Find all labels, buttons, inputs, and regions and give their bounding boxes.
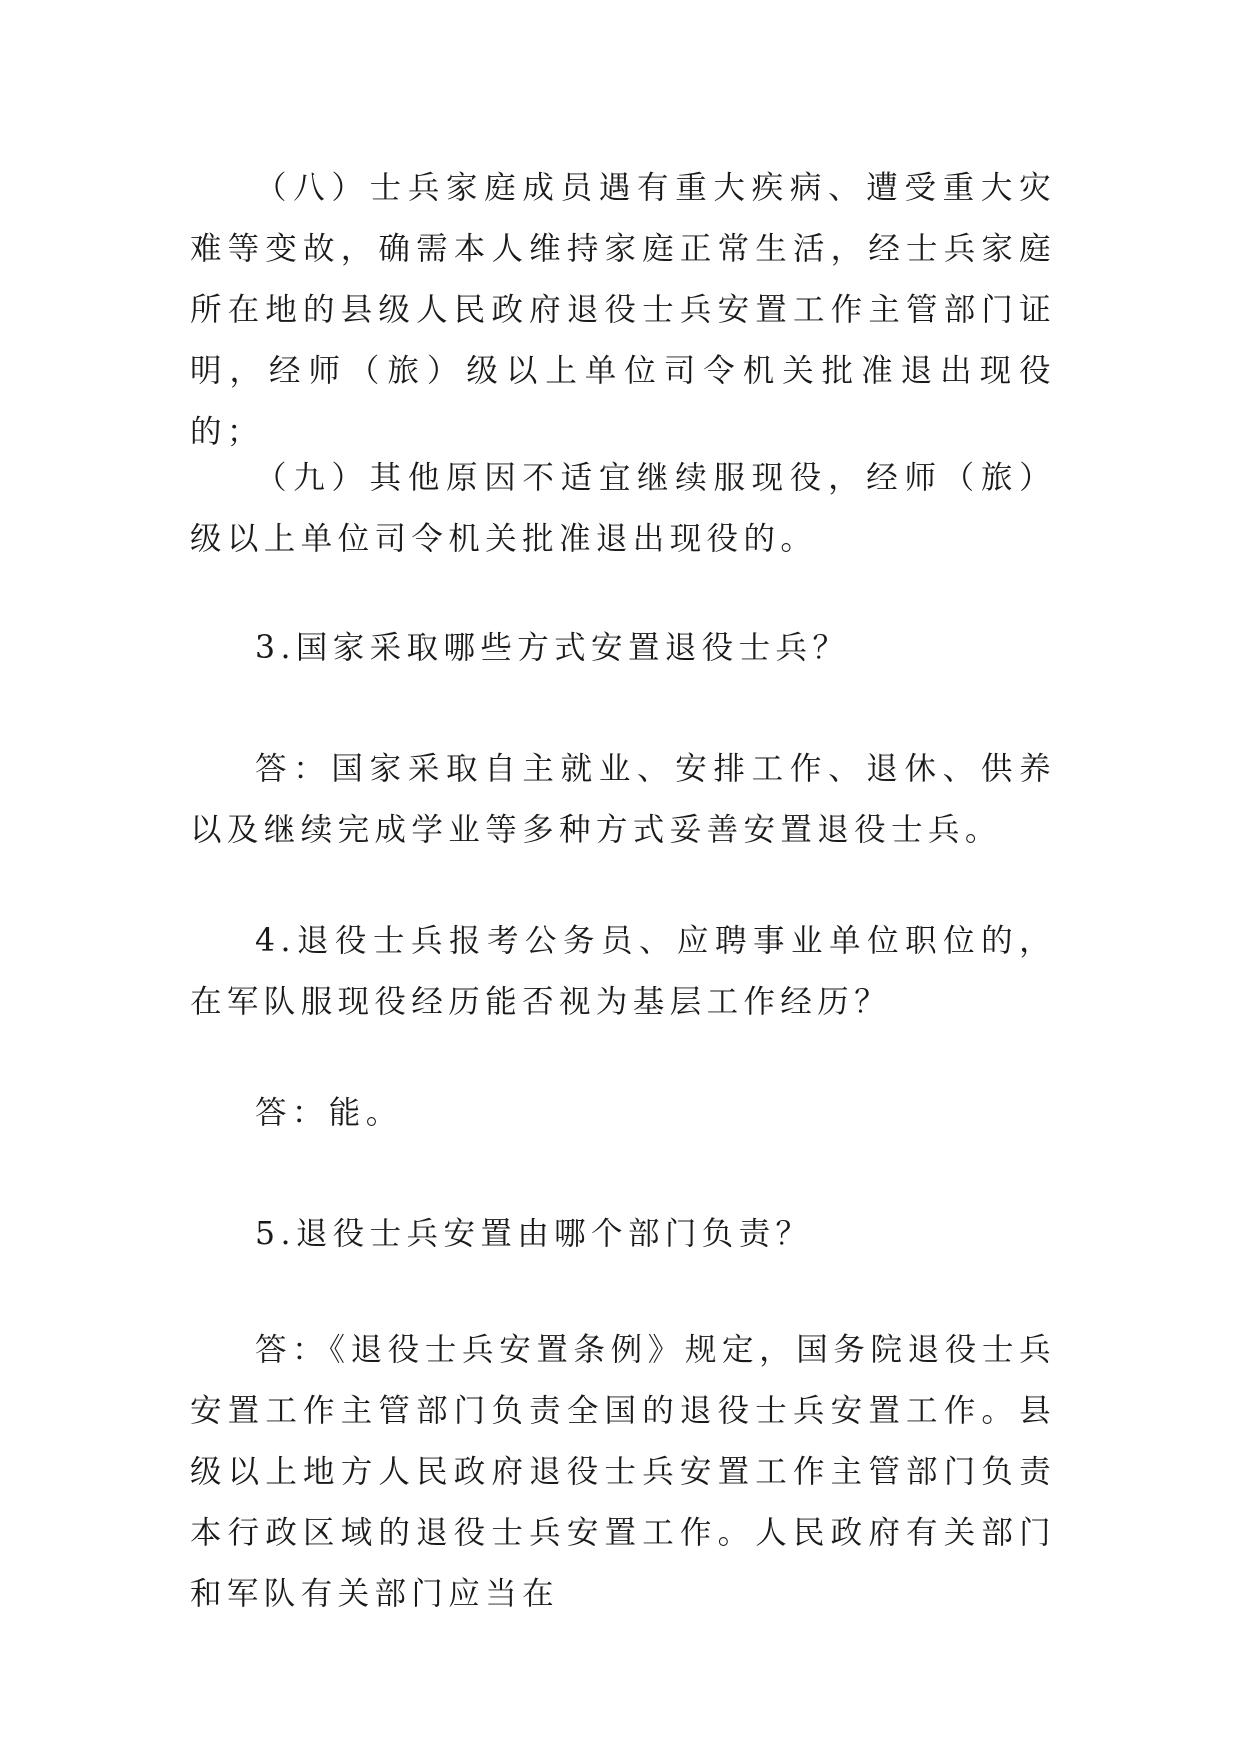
paragraph-item-9: （九）其他原因不适宜继续服现役，经师（旅）级以上单位司令机关批准退出现役的。 [190, 460, 1056, 557]
answer-4: 答：能。 [255, 1095, 403, 1131]
paragraph-item-8: （八）士兵家庭成员遇有重大疾病、遭受重大灾难等变故，确需本人维持家庭正常生活，经士兵家庭所在地的县级人民政府退役士兵安置工作主管部门证明，经师（旅）级以上单位司令机关批准退出现役的； [190, 170, 1056, 450]
question-5: 5.退役士兵安置由哪个部门负责？ [255, 1216, 813, 1252]
answer-3: 答：国家采取自主就业、安排工作、退休、供养以及继续完成学业等多种方式妥善安置退役士兵。 [190, 751, 1056, 848]
question-3: 3.国家采取哪些方式安置退役士兵？ [255, 630, 850, 666]
answer-5: 答：《退役士兵安置条例》规定，国务院退役士兵安置工作主管部门负责全国的退役士兵安置工作。县级以上地方人民政府退役士兵安置工作主管部门负责本行政区域的退役士兵安置工作。人民政府有关部门和军队有关部门应当在 [190, 1332, 1056, 1612]
question-4: 4.退役士兵报考公务员、应聘事业单位职位的，在军队服现役经历能否视为基层工作经历？ [190, 923, 1056, 1020]
